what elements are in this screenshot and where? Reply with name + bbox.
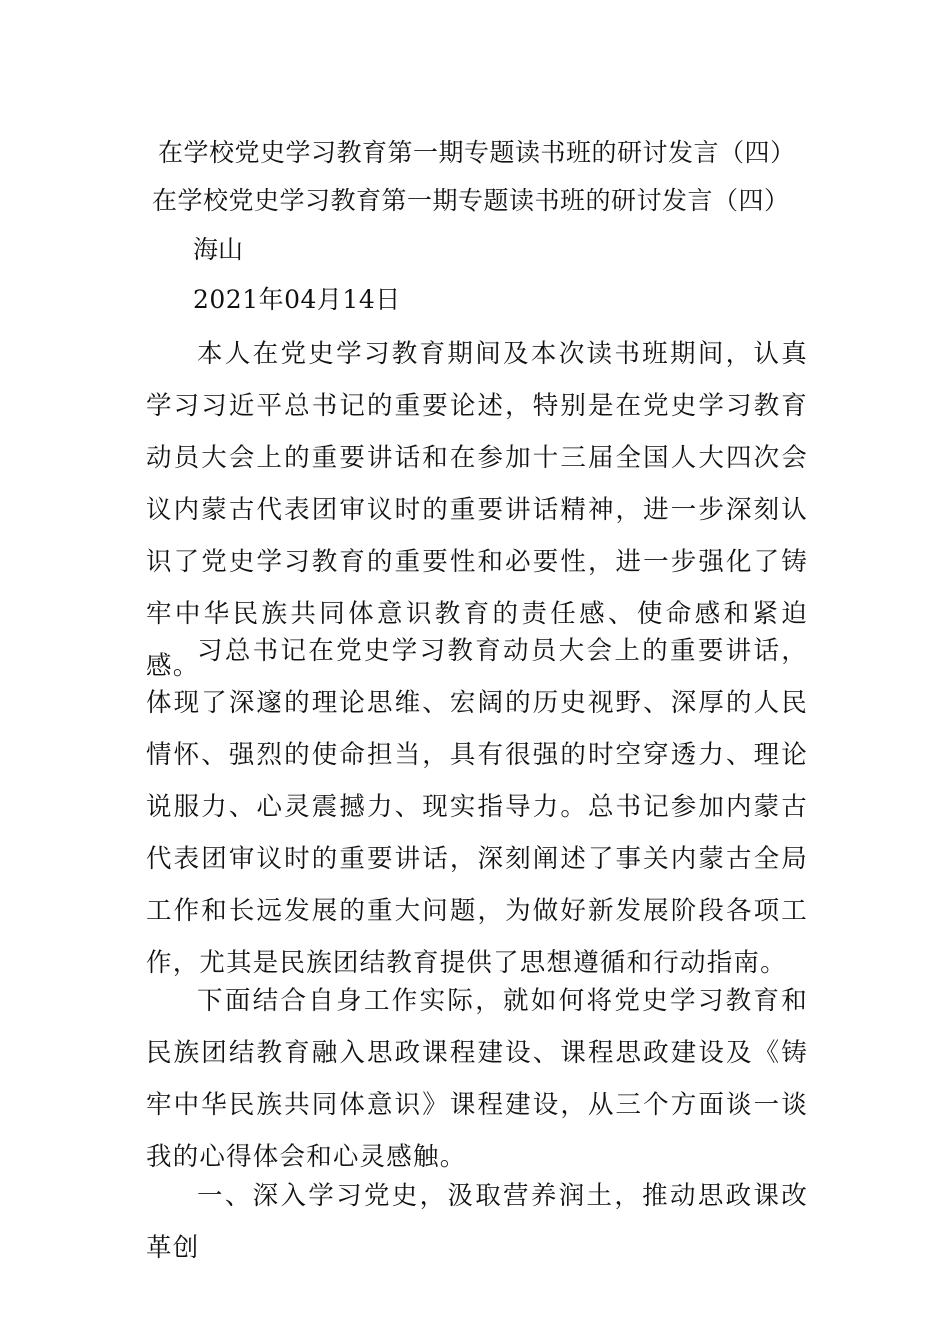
document-date: 2021年04月14日 [193,285,401,314]
document-title: 在学校党史学习教育第一期专题读书班的研讨发言（四） [158,138,796,167]
paragraph-plan: 下面结合自身工作实际，就如何将党史学习教育和民族团结教育融入思政课程建设、课程思政建设及《铸牢中华民族共同体意识》课程建设，从三个方面谈一谈我的心得体会和心灵感触。 [146,986,808,1172]
section-heading-one: 一、深入学习党史，汲取营养润土，推动思政课改革创 [146,1181,808,1263]
paragraph-speech-significance: 习总书记在党史学习教育动员大会上的重要讲话，体现了深邃的理论思维、宏阔的历史视野、深厚的人民情怀、强烈的使命担当，具有很强的时空穿透力、理论说服力、心灵震撼力、现实指导力。总书记参加内蒙古代表团审议时的重要讲话，深刻阐述了事关内蒙古全局工作和长远发展的重大问题，为做好新发展阶段各项工作，尤其是民族团结教育提供了思想遵循和行动指南。 [146,636,808,978]
paragraph-intro: 本人在党史学习教育期间及本次读书班期间，认真学习习近平总书记的重要论述，特别是在党史学习教育动员大会上的重要讲话和在参加十三届全国人大四次会议内蒙古代表团审议时的重要讲话精神，进一步深刻认识了党史学习教育的重要性和必要性，进一步强化了铸牢中华民族共同体意识教育的责任感、使命感和紧迫感。 [146,339,808,681]
document-subtitle: 在学校党史学习教育第一期专题读书班的研讨发言（四） [152,186,790,215]
author-name: 海山 [193,235,244,264]
